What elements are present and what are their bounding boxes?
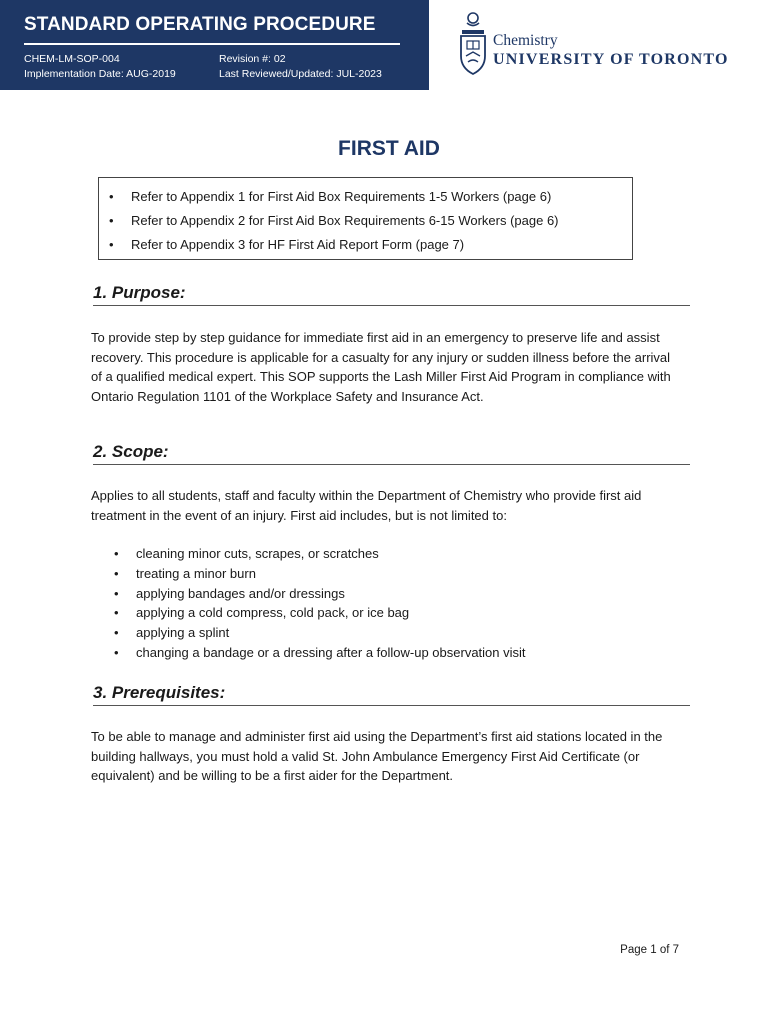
scope-list-item: • applying a cold compress, cold pack, or ice bag bbox=[114, 603, 526, 623]
scope-heading: 2. Scope: bbox=[93, 442, 690, 465]
prerequisites-heading: 3. Prerequisites: bbox=[93, 683, 690, 706]
prerequisites-text: To be able to manage and administer first aid using the Department’s first aid stations located in the building hallways, you must hold a valid St. John Ambulance Emergency First Aid Certificate (or equivalent) and be willing to be a first aider for the Department. bbox=[91, 729, 663, 783]
scope-list-item: • applying a splint bbox=[114, 623, 526, 643]
last-reviewed-date: Last Reviewed/Updated: JUL-2023 bbox=[219, 68, 382, 80]
header-title: STANDARD OPERATING PROCEDURE bbox=[24, 14, 376, 35]
header-meta-left bbox=[24, 52, 176, 82]
document-title: FIRST AID bbox=[338, 137, 440, 160]
purpose-text: To provide step by step guidance for immediate first aid in an emergency to preserve life and assist recovery. This procedure is applicable for a casualty for any injury or sudden illness before the arrival of a qualified medical expert. This SOP supports the Lash Miller First Aid Program in compliance with Ontario Regulation 1101 of the Workplace Safety and Insurance Act. bbox=[91, 330, 671, 404]
implementation-date: Implementation Date: AUG-2019 bbox=[24, 68, 176, 80]
sop-header-band bbox=[0, 0, 429, 90]
logo-university-name: UNIVERSITY OF TORONTO bbox=[493, 51, 729, 68]
scope-list bbox=[114, 544, 526, 663]
scope-text: Applies to all students, staff and faculty within the Department of Chemistry who provide first aid treatment in the event of an injury. First aid includes, but is not limited to: bbox=[91, 488, 642, 523]
revision-number: Revision #: 02 bbox=[219, 53, 286, 65]
page-number: Page 1 of 7 bbox=[620, 944, 679, 956]
appendix-reference-item: • Refer to Appendix 2 for First Aid Box Requirements 6-15 Workers (page 6) bbox=[109, 209, 632, 233]
appendix-reference-item: • Refer to Appendix 1 for First Aid Box Requirements 1-5 Workers (page 6) bbox=[109, 185, 632, 209]
scope-list-item: • changing a bandage or a dressing after a follow-up observation visit bbox=[114, 643, 526, 663]
scope-list-item: • treating a minor burn bbox=[114, 564, 526, 584]
university-crest-icon bbox=[458, 12, 488, 78]
header-divider bbox=[24, 43, 400, 45]
appendix-references-box bbox=[98, 177, 633, 260]
scope-list-item: • cleaning minor cuts, scrapes, or scratches bbox=[114, 544, 526, 564]
appendix-reference-item: • Refer to Appendix 3 for HF First Aid Report Form (page 7) bbox=[109, 233, 632, 257]
logo-department-name: Chemistry bbox=[493, 32, 558, 49]
doc-id: CHEM-LM-SOP-004 bbox=[24, 53, 120, 65]
university-logo bbox=[458, 12, 748, 82]
header-meta-right bbox=[219, 52, 382, 82]
purpose-heading: 1. Purpose: bbox=[93, 283, 690, 306]
scope-list-item: • applying bandages and/or dressings bbox=[114, 584, 526, 604]
